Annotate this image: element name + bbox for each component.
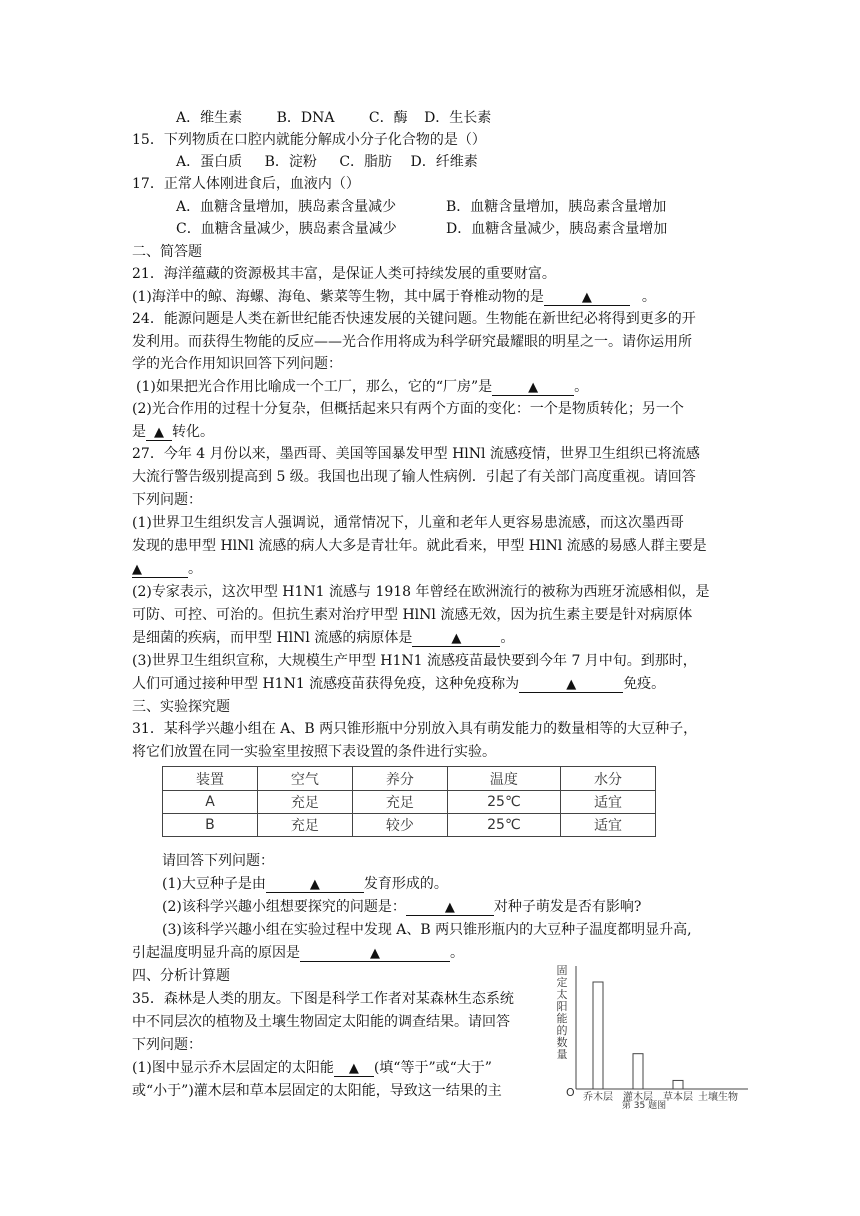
q17-option-d: D．血糖含量减少，胰岛素含量增加 [446,221,668,237]
q35-part1-options: (填“等于”或“大于” [373,1060,492,1076]
q27-part3-line1: (3)世界卫生组织宣称，大规模生产甲型 H1N1 流感疫苗最快要到今年 7 月中旬。到那时， [132,653,697,669]
q21-part1-end: 。 [641,289,656,305]
y-axis-label-char: 固 [556,964,568,977]
q35-part1-line1 [132,1058,492,1078]
blank-marker-icon: ▲ [309,877,320,892]
q27-line1: 27．今年 4 月份以来，墨西哥、美国等国暴发甲型 HlNl 流感疫情，世界卫生组织已将流感 [132,446,700,462]
q31-part3-text: 引起温度明显升高的原因是 [132,945,300,961]
q17-option-c: C．血糖含量减少，胰岛素含量减少 [176,221,397,237]
table-cell: 适宜 [560,791,655,814]
q31-part3-end: 。 [450,945,464,961]
table-header: 装置 [163,767,258,791]
table-row [163,791,656,814]
blank-marker-icon: ▲ [451,631,462,646]
table-cell: 充足 [257,814,352,837]
q35-line1: 35．森林是人类的朋友。下图是科学工作者对某森林生态系统 [132,991,514,1007]
q31-part1-end: 发育形成的。 [363,876,448,892]
answer-blank[interactable] [492,378,574,396]
q31-part3-line1: (3)该科学兴趣小组在实验过程中发现 A、B 两只锥形瓶内的大豆种子温度都明显升高, [162,922,692,938]
blank-marker-icon: ▲ [132,562,142,577]
q17-option-a: A．血糖含量增加，胰岛素含量减少 [176,199,397,215]
bar-1 [593,982,603,1089]
q27-part1-end: 。 [188,561,202,577]
table-cell: 较少 [352,814,447,837]
q15-stem: 15．下列物质在口腔内就能分解成小分子化合物的是（） [132,132,486,148]
q27-part1-line1: (1)世界卫生组织发言人强调说，通常情况下，儿童和老年人更容易患流感，而这次墨西哥 [132,515,684,531]
q27-part2-line1: (2)专家表示，这次甲型 H1N1 流感与 1918 年曾经在欧洲流行的被称为西班牙流感相似，是 [132,584,710,600]
q24-line2: 发利用。而获得生物能的反应——光合作用将成为科学研究最耀眼的明星之一。请你运用所 [132,334,692,350]
section-heading-3: 三、实验探究题 [132,699,230,715]
q27-line3: 下列问题： [132,492,202,508]
q27-part1-line2: 发现的患甲型 HlNl 流感的病人大多是青壮年。就此看来，甲型 HlNl 流感的易感人群主要是 [132,538,707,554]
q35-part1-text: (1)图中显示乔木层固定的太阳能 [132,1060,334,1076]
q15-option-d: D．纤维素 [410,154,478,170]
q31-part2 [162,897,641,917]
q31-part1 [162,874,448,894]
q35-line3: 下列问题： [132,1037,202,1053]
table-header: 水分 [560,767,655,791]
q27-part3-line2 [132,674,665,694]
answer-blank[interactable] [519,675,623,693]
x-tick-label: 土壤生物 [698,1092,738,1103]
y-axis-label-char: 量 [556,1048,568,1061]
x-tick-label: 灌木层 [623,1092,653,1103]
table-cell: B [163,814,258,837]
q24-part1-end: 。 [574,379,589,395]
answer-blank[interactable] [300,944,450,962]
chart-caption: 第 35 题图 [621,1101,667,1111]
table-cell: A [163,791,258,814]
bar-2 [633,1054,643,1089]
y-axis-label-char: 的 [556,1024,568,1037]
blank-marker-icon: ▲ [154,425,164,440]
q31-part2-end: 对种子萌发是否有影响? [493,899,642,915]
energy-fixation-bar-chart [548,960,752,1112]
q27-line2: 大流行警告级别提高到 5 级。我国也出现了输人性病例．引起了有关部门高度重视。请回答 [132,469,696,485]
answer-blank[interactable] [146,423,172,441]
x-tick-label: 草本层 [663,1092,693,1103]
y-axis-label-char: 太 [556,988,568,1001]
q24-line3: 学的光合作用知识回答下列问题： [132,356,342,372]
q14-option-a: A．维生素 [176,110,243,126]
table-cell: 充足 [257,791,352,814]
q31-part1-text: (1)大豆种子是由 [162,876,266,892]
q27-part2-line3 [132,628,514,648]
q31-part2-text: (2)该科学兴趣小组想要探究的问题是： [162,899,406,915]
answer-blank[interactable] [412,629,500,647]
q27-part2-line2: 可防、可控、可治的。但抗生素对治疗甲型 HlNl 流感无效，因为抗生素主要是针对病原体 [132,607,693,623]
section-heading-4: 四、分析计算题 [132,968,230,984]
q35-part1-line2: 或“小于”)灌木层和草本层固定的太阳能，导致这一结果的主 [132,1083,502,1099]
q31-part3-line2 [132,943,464,963]
q24-part1-text: (1)如果把光合作用比喻成一个工厂，那么，它的“厂房”是 [136,379,493,395]
y-axis-label-char: 能 [556,1012,568,1025]
q17-option-b: B．血糖含量增加，胰岛素含量增加 [446,199,667,215]
answer-blank[interactable] [266,875,364,893]
y-axis-label-char: 数 [556,1036,568,1049]
q14-options [176,108,491,128]
q15-option-b: B．淀粉 [264,154,317,170]
blank-marker-icon: ▲ [566,677,577,692]
q17-stem: 17．正常人体刚进食后，血液内（） [132,176,360,192]
table-cell: 充足 [352,791,447,814]
q14-option-d: D．生长素 [424,110,492,126]
q27-part2-end: 。 [500,630,515,646]
q31-line2: 将它们放置在同一实验室里按照下表设置的条件进行实验。 [132,744,496,760]
table-header-row [163,767,656,791]
q15-option-a: A．蛋白质 [176,154,243,170]
q21-stem: 21．海洋蕴藏的资源极其丰富，是保证人类可持续发展的重要财富。 [132,266,556,282]
q21-part1 [132,287,656,307]
blank-marker-icon: ▲ [348,1061,359,1076]
q27-part2-text: 是细菌的疾病，而甲型 HlNl 流感的病原体是 [132,630,413,646]
y-axis-label-char: 阳 [556,1000,568,1013]
table-header: 空气 [257,767,352,791]
q24-line1: 24．能源问题是人类在新世纪能否快速发展的关键问题。生物能在新世纪必将得到更多的开 [132,311,696,327]
q24-part2-line2 [132,422,214,442]
q27-part3-end: 免疫。 [623,676,666,692]
y-axis-label-char: 定 [556,976,568,989]
blank-marker-icon: ▲ [581,290,592,305]
q35-line2: 中不同层次的植物及土壤生物固定太阳能的调查结果。请回答 [132,1014,510,1030]
blank-marker-icon: ▲ [528,380,539,395]
blank-marker-icon: ▲ [444,900,455,915]
y-axis-label [557,964,568,1061]
q15-option-c: C．脂肪 [339,154,393,170]
table-cell: 25℃ [447,791,560,814]
table-header: 养分 [352,767,447,791]
q14-option-b: B．DNA [276,110,335,126]
table-row [163,814,656,837]
experiment-table [162,766,656,837]
q31-line1: 31．某科学兴趣小组在 A、B 两只锥形瓶中分别放入具有萌发能力的数量相等的大豆种子， [132,721,698,737]
q24-part2-line1: (2)光合作用的过程十分复杂，但概括起来只有两个方面的变化：一个是物质转化；另一个 [132,401,684,417]
x-tick-label: 乔木层 [583,1092,613,1103]
q27-part1-line3 [132,559,202,579]
table-header: 温度 [447,767,560,791]
origin-label: O [566,1086,575,1099]
q31-ask: 请回答下列问题： [162,853,274,869]
q15-options [176,152,478,172]
q24-part2-end: 转化。 [172,424,214,440]
table-cell: 25℃ [447,814,560,837]
q27-part3-text: 人们可通过接种甲型 H1N1 流感疫苗获得免疫，这种免疫称为 [132,676,520,692]
section-heading-2: 二、简答题 [132,244,202,260]
q21-part1-text: (1)海洋中的鲸、海螺、海龟、紫菜等生物，其中属于脊椎动物的是 [132,289,544,305]
q24-part1 [136,377,588,397]
bar-3 [673,1080,683,1089]
answer-blank[interactable] [132,560,188,578]
q24-part2-text: 是 [132,424,146,440]
answer-blank[interactable] [334,1059,374,1077]
q14-option-c: C．酶 [368,110,408,126]
answer-blank[interactable] [544,288,630,306]
answer-blank[interactable] [406,898,494,916]
blank-marker-icon: ▲ [370,946,380,961]
table-cell: 适宜 [560,814,655,837]
